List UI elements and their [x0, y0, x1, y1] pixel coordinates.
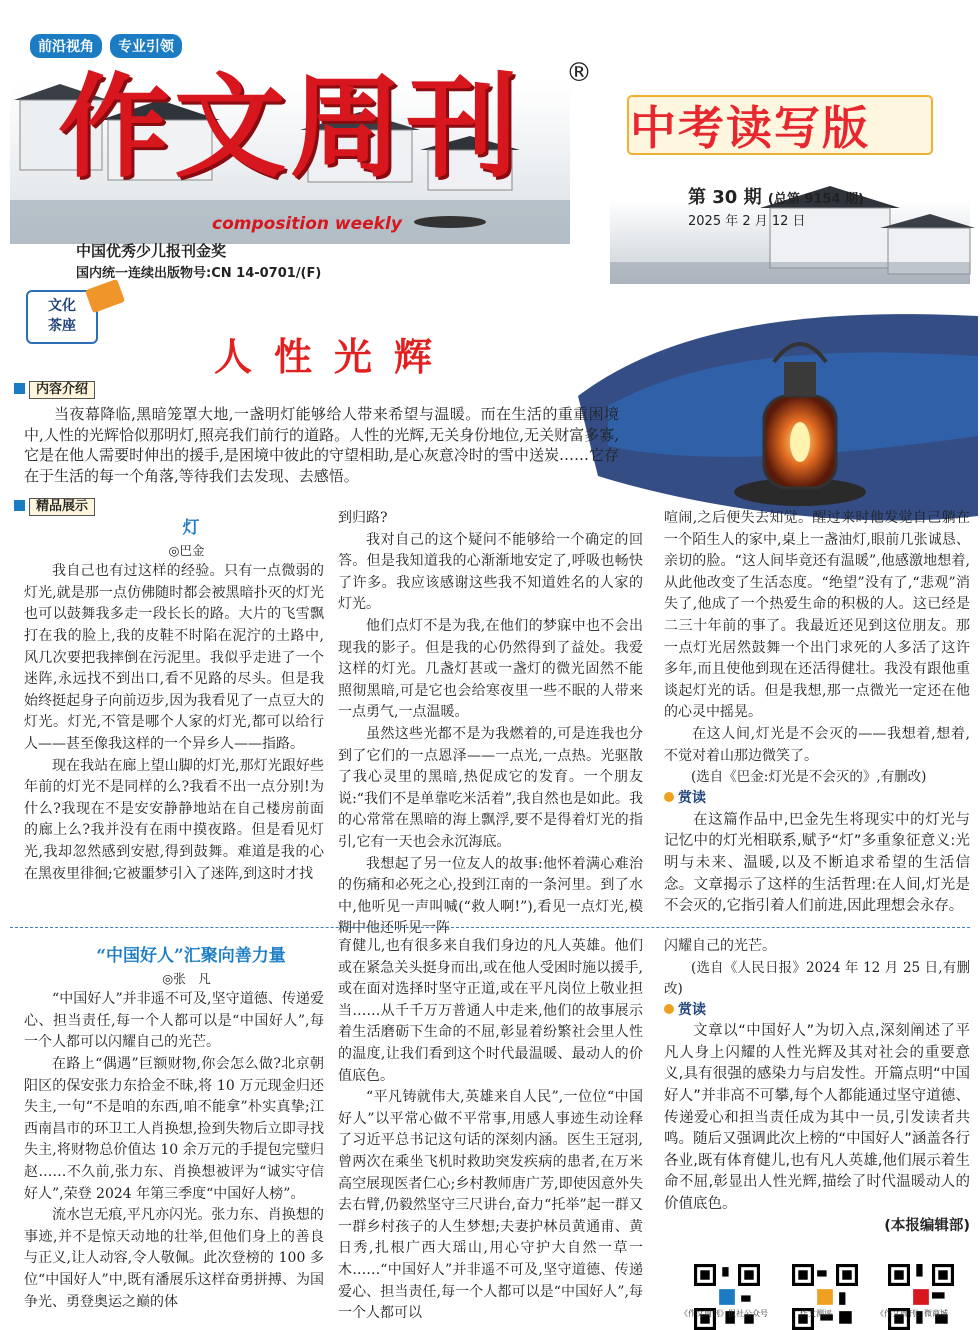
issue-number — [688, 183, 864, 209]
intro-header — [14, 381, 95, 399]
bullet-dot-icon — [664, 1004, 674, 1014]
article2-column-2 — [338, 936, 643, 1325]
qr-caption: 作文测评 — [800, 1309, 832, 1318]
issue-total: (总第 9154 期) — [767, 192, 864, 207]
masthead — [0, 0, 980, 285]
newspaper-logo: 作文周刊 — [58, 62, 522, 193]
article2-appreciation: 文章以“中国好人”为切入点,深刻阐述了平凡人身上闪耀的人性光辉及其对社会的重要意义,具有很强的感染力与启发性。开篇点明“中国好人”并非高不可攀,每个人都能通过坚守道德、传递爱心和担当责任成为其中一员,引发读者共鸣。随后又强调此次上榜的“中国好人”涵盖各行各业,既有体育健儿,也有凡人英雄,他们展示着生命不屈,彰显出人性光辉,描绘了时代温暖动人的价值底色。 — [664, 1023, 970, 1212]
appreciation-label: 赏读 — [678, 790, 706, 807]
article1-paragraph: 到归路? — [338, 510, 388, 526]
lantern-illustration — [578, 296, 978, 528]
bullet-dot-icon — [664, 792, 674, 802]
article2-paragraph: 育健儿,也有很多来自我们身边的凡人英雄。他们或在紧急关头挺身而出,或在他人受困时施以援手,或在面对选择时坚守正道,或在平凡岗位上敬业担当……从千千万万普通人中走来,他们的故事展示着生活磨砺下生命的不屈,彰显着纷繁社会里人性的温度,让我们看到这个时代最温暖、最动人的价值底色。 — [338, 938, 643, 1084]
article1-paragraph: 现在我站在廊上望山脚的灯光,那灯光跟好些年前的灯光不是同样的么?我看不出一点分别!为什么?我现在不是安安静静地站在自己楼房前面的廊上么?我并没有在雨中摸夜路。但是看见灯光,我却忽然感到安慰,得到鼓舞。难道是我的心在黑夜里徘徊;它被噩梦引入了迷阵,到这时才找 — [24, 757, 324, 882]
intro-text: 当夜幕降临,黑暗笼罩大地,一盏明灯能够给人带来希望与温暖。而在生活的重重困境中,人性的光辉恰似那明灯,照亮我们前行的道路。人性的光辉,无关身份地位,无关财富多寡,它是在他人需要时伸出的援手,是困境中彼此的守望相助,是心灰意冷时的雪中送炭……它存在于生活的每一个角落,等待我们去发现、去感悟。 — [24, 405, 619, 485]
article1-source: (选自《巴金:灯光是不会灭的》,有删改) — [691, 769, 927, 786]
article1-paragraph: 虽然这些光都不是为我燃着的,可是连我也分到了它们的一点恩泽——一点光,一点热。光驱散了我心灵里的黑暗,热促成它的发育。一个朋友说:“我们不是单靠吃米活着”,我自然也是如此。我的心常常在黑暗的海上飘浮,要不是得着灯光的指引,它有一天也会永沉海底。 — [338, 725, 643, 850]
qr-code-icon[interactable] — [694, 1264, 760, 1330]
article2-paragraph: “平凡铸就伟大,英雄来自人民”,一位位“中国好人”以平常心做不平常事,用感人事迹生动诠释了习近平总书记这句话的深刻内涵。医生王冠羽,曾两次在乘坐飞机时救助突发疾病的患者,在万米高空展现医者仁心;乡村教师唐广芳,即使因意外失去右臂,仍毅然坚守三尺讲台,奋力“托举”起一群又一群乡村孩子的人生梦想;夫妻护林员黄通甫、黄日秀,扎根广西大瑶山,用心守护大自然一草一木……“中国好人”并非遥不可及,坚守道德、传递爱心、担当责任,每一个人都可以是“中国好人”,每一个人都可以 — [338, 1089, 643, 1322]
article2-source: (选自《人民日报》2024 年 12 月 25 日,有删改) — [664, 959, 970, 997]
appreciation-label: 赏读 — [678, 1001, 706, 1018]
badge-line-2: 茶座 — [48, 318, 76, 334]
qr-code-area — [680, 1264, 970, 1316]
award-text: 中国优秀少儿报刊金奖 — [76, 242, 227, 260]
qr-caption: 《作文周刊》报社公众号 — [680, 1309, 768, 1318]
article1-paragraph: 喧闹,之后便失去知觉。醒过来时他发觉自己躺在一个陌生人的家中,桌上一盏油灯,眼前几张诚恳、亲切的脸。“这人间毕竟还有温暖”,他感激地想着,从此他改变了生活态度。“绝望”没有了,“悲观”消失了,他成了一个热爱生命的积极的人。这已经是二三十年前的事了。我最近还见到这位朋友。那一点灯光居然鼓舞一个出门求死的人多活了这许多年,而且使他到现在还活得健壮。我没有跟他重谈起灯光的话。但是我想,那一点微光一定还在他的心灵中摇晃。 — [664, 510, 970, 721]
article2-paragraph: 在路上“偶遇”巨额财物,你会怎么做?北京朝阳区的保安张力东拾金不昧,将 10 万元现金归还失主,一句“不是咱的东西,咱不能拿”朴实真挚;江西南昌市的环卫工人肖换想,捡到失物后立即寻找失主,将财物总价值达 10 余万元的手提包完璧归赵……不久前,张力东、肖换想被评为“诚实守信好人”,荣登 2024 年第三季度“中国好人榜”。 — [24, 1055, 324, 1202]
issue-date: 2025 年 2 月 12 日 — [688, 214, 806, 229]
article2-appreciation-header — [664, 1000, 970, 1022]
article1-column-2 — [338, 508, 643, 940]
tagline-item: 前沿视角 — [30, 34, 102, 58]
issn-text: 国内统一连续出版物号:CN 14-0701/(F) — [76, 266, 322, 281]
tagline-item: 专业引领 — [110, 34, 182, 58]
article2-paragraph: 闪耀自己的光芒。 — [664, 938, 776, 954]
article2-paragraph: 流水岂无痕,平凡亦闪光。张力东、肖换想的事迹,并不是惊天动地的壮举,但他们身上的善良与正义,让人动容,令人敬佩。此次登榜的 100 多位“中国好人”中,既有潘展乐这样奋勇拼搏、为国争光、勇登奥运之巅的体 — [24, 1207, 324, 1310]
article1-column-3 — [664, 508, 970, 918]
article2-title: “中国好人”汇聚向善力量 — [96, 946, 286, 966]
article2-column-3 — [664, 936, 970, 1237]
header-square-icon — [14, 500, 25, 511]
tagline — [30, 34, 250, 58]
article1-paragraph: 我想起了另一位友人的故事:他怀着满心难治的伤痛和必死之心,投到江南的一条河里。到了水中,他听见一声叫喊(“救人啊!”),看见一点灯光,模糊中他还听见一阵 — [338, 855, 643, 937]
edition-title: 中考读写版 — [630, 101, 870, 155]
qr-code-icon[interactable] — [792, 1264, 858, 1330]
article1-paragraph: 我自己也有过这样的经验。只有一点微弱的灯光,就是那一点仿佛随时都会被黑暗扑灭的灯光也可以鼓舞我多走一段长长的路。大片的飞雪飘打在我的脸上,我的皮鞋不时陷在泥泞的土路中,风几次要把我摔倒在污泥里。我似乎走进了一个迷阵,永远找不到出口,看不见路的尽头。但是我始终挺起身子向前迈步,因为我看见了一点豆大的灯光。灯光,不管是哪个人家的灯光,都可以给行人——甚至像我这样的一个异乡人——指路。 — [24, 563, 324, 752]
article1-author: ◎巴金 — [168, 542, 205, 558]
registered-mark: ® — [566, 58, 592, 88]
section-divider — [10, 927, 970, 928]
article1-appreciation: 在这篇作品中,巴金先生将现实中的灯光与记忆中的灯光相联系,赋予“灯”多重象征意义:光明与未来、温暖,以及不断追求希望的生活信念。文章揭示了这样的生活哲理:在人间,灯光是不会灭的,它指引着人们前进,因此理想会永存。 — [664, 811, 970, 915]
badge-line-1: 文化 — [48, 298, 76, 314]
editor-credit: (本报编辑部) — [884, 1217, 970, 1234]
article1-paragraph: 我对自己的这个疑问不能够给一个确定的回答。但是我知道我的心渐渐地安定了,呼吸也畅快了许多。我应该感谢这些我不知道姓名的人家的灯光。 — [338, 531, 643, 613]
article1-paragraph: 在这人间,灯光是不会灭的——我想着,想着,不觉对着山那边微笑了。 — [664, 725, 970, 764]
qr-code-icon[interactable] — [888, 1264, 954, 1330]
intro-label: 内容介绍 — [29, 381, 95, 399]
article1-title: 灯 — [182, 518, 200, 538]
article2-column-1 — [24, 946, 324, 1313]
showcase-header — [14, 498, 95, 516]
article1-column-1 — [24, 518, 324, 885]
header-square-icon — [14, 383, 25, 394]
article1-paragraph: 他们点灯不是为我,在他们的梦寐中也不会出现我的影子。但是我的心仍然得到了益处。我爱这样的灯光。几盏灯甚或一盏灯的微光固然不能照彻黑暗,可是它也会给寒夜里一些不眠的人带来一点勇气,一点温暖。 — [338, 617, 643, 721]
english-title: composition weekly — [212, 214, 402, 234]
section-title: 人性光辉 — [214, 335, 455, 379]
showcase-label: 精品展示 — [29, 498, 95, 516]
qr-caption: 《作文周刊》微商城 — [876, 1309, 948, 1318]
article2-author: ◎张 凡 — [162, 970, 211, 986]
article1-appreciation-header — [664, 788, 970, 810]
article2-paragraph: “中国好人”并非遥不可及,坚守道德、传递爱心、担当责任,每一个人都可以是“中国好人”,每一个人都可以闪耀自己的光芒。 — [24, 991, 324, 1051]
issue-label: 第 30 期 — [688, 187, 762, 208]
